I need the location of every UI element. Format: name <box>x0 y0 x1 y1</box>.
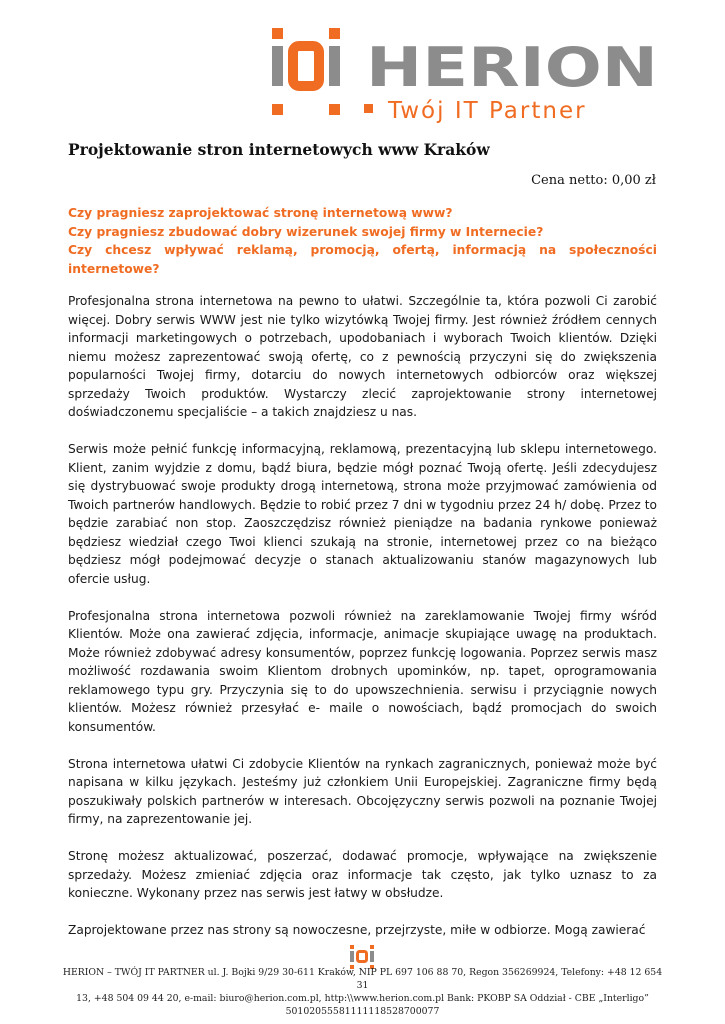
logo-tagline: Twój IT Partner <box>388 98 587 124</box>
paragraph: Serwis może pełnić funkcję informacyjną, reklamową, prezentacyjną lub sklepu internetowego. Klient, zanim wyjdzie z domu, bądź biura, będzie mógł poznać Twoją ofertę. Jeśli zdecydujesz się dystrybuować swoje produkty drogą internetową, strona może przyjmować zamówienia od Twoich partnerów handlowych. Będzie to robić przez 7 dni w tygodniu przez 24 h/ dobę. Przez to będzie zarabiać non stop. Zaoszczędzisz również pieniądze na badania rynkowe ponieważ będziesz wiedział czego Twoi klienci szukają na stronie, internetowej przez co na bieżąco będziesz mógł podejmować decyzje o stanach aktualizowaniu stanów magazynowych lub ofercie usług. <box>68 442 657 586</box>
question-3: Czy chcesz wpływać reklamą, promocją, ofertą, informacją na społeczności internetowe? <box>68 243 657 276</box>
footer-line-1: HERION – TWÓJ IT PARTNER ul. J. Bojki 9/29 30-611 Kraków, NIP PL 697 106 88 70, Regon 356269924, Telefony: +48 12 654 31 <box>62 967 663 991</box>
question-2: Czy pragniesz zbudować dobry wizerunek swojej firmy w Internecie? <box>68 224 544 239</box>
herion-logo <box>268 28 660 124</box>
page-title: Projektowanie stron internetowych www Kraków <box>68 140 490 159</box>
intro-questions <box>68 204 657 278</box>
footer-line-3: 50102055581111118528700077 <box>285 1006 440 1017</box>
paragraph: Profesjonalna strona internetowa na pewno to ułatwi. Szczególnie ta, która pozwoli Ci zarobić więcej. Dobry serwis WWW jest nie tylko wizytówką Twojej firmy. Jest również źródłem cennych informacji marketingowych o potrzebach, upodobaniach i wyborach Twoich klientów. Dzięki niemu możesz zaprezentować swoją ofertę, co z pewnością przyczyni się do zwiększenia popularności Twojej firmy, dotarciu do nowych internetowych odbiorców oraz większej sprzedaży Twoich produktów. Wystarczy zlecić zaprojektowanie strony internetowej doświadczonemu specjaliście – a takich znajdziesz u nas. <box>68 294 657 419</box>
paragraph: Zaprojektowane przez nas strony są nowoczesne, przejrzyste, miłe w odbiorze. Mogą zawierać <box>68 923 646 937</box>
paragraph: Stronę możesz aktualizować, poszerzać, dodawać promocje, wpływające na zwiększenie sprzedaży. Możesz zmieniać zdjęcia oraz informacje tak często, jak tylko uznasz to za konieczne. Wykonany przez nas serwis jest łatwy w obsłudze. <box>68 849 657 900</box>
logo-name: Herion <box>366 36 658 99</box>
paragraph: Strona internetowa ułatwi Ci zdobycie Klientów na rynkach zagranicznych, ponieważ może być napisana w kilku językach. Jesteśmy już członkiem Unii Europejskiej. Zagraniczne firmy będą poszukiwały polskich partnerów w interesach. Obcojęzyczny serwis pozwoli na poznanie Twojej firmy, na zaprezentowanie jej. <box>68 756 657 826</box>
question-1: Czy pragniesz zaprojektować stronę internetową www? <box>68 206 453 220</box>
footer-line-2: 13, +48 504 09 44 20, e-mail: biuro@herion.com.pl, http:\\www.herion.com.pl Bank: PKOBP SA Oddział - CBE „Interligo” <box>76 993 649 1004</box>
price-net: Cena netto: 0,00 zł <box>531 173 656 188</box>
footer-contact <box>62 966 663 1018</box>
article-body <box>68 292 657 958</box>
paragraph: Profesjonalna strona internetowa pozwoli również na zareklamowanie Twojej firmy wśród Klientów. Może ona zawierać zdjęcia, informacje, animacje skupiające uwagę na produktach. Może również zdobywać adresy konsumentów, poprzez funkcję logowania. Poprzez serwis masz możliwość rozdawania swoim Klientom drobnych upominków, np. tapet, oprogramowania reklamowego typu gry. Przyczynia się to do upowszechnienia. serwisu i przyciągnie nowych klientów. Możesz również przesyłać e- maile o nowościach, bądź promocjach do swoich konsumentów. <box>68 608 657 734</box>
